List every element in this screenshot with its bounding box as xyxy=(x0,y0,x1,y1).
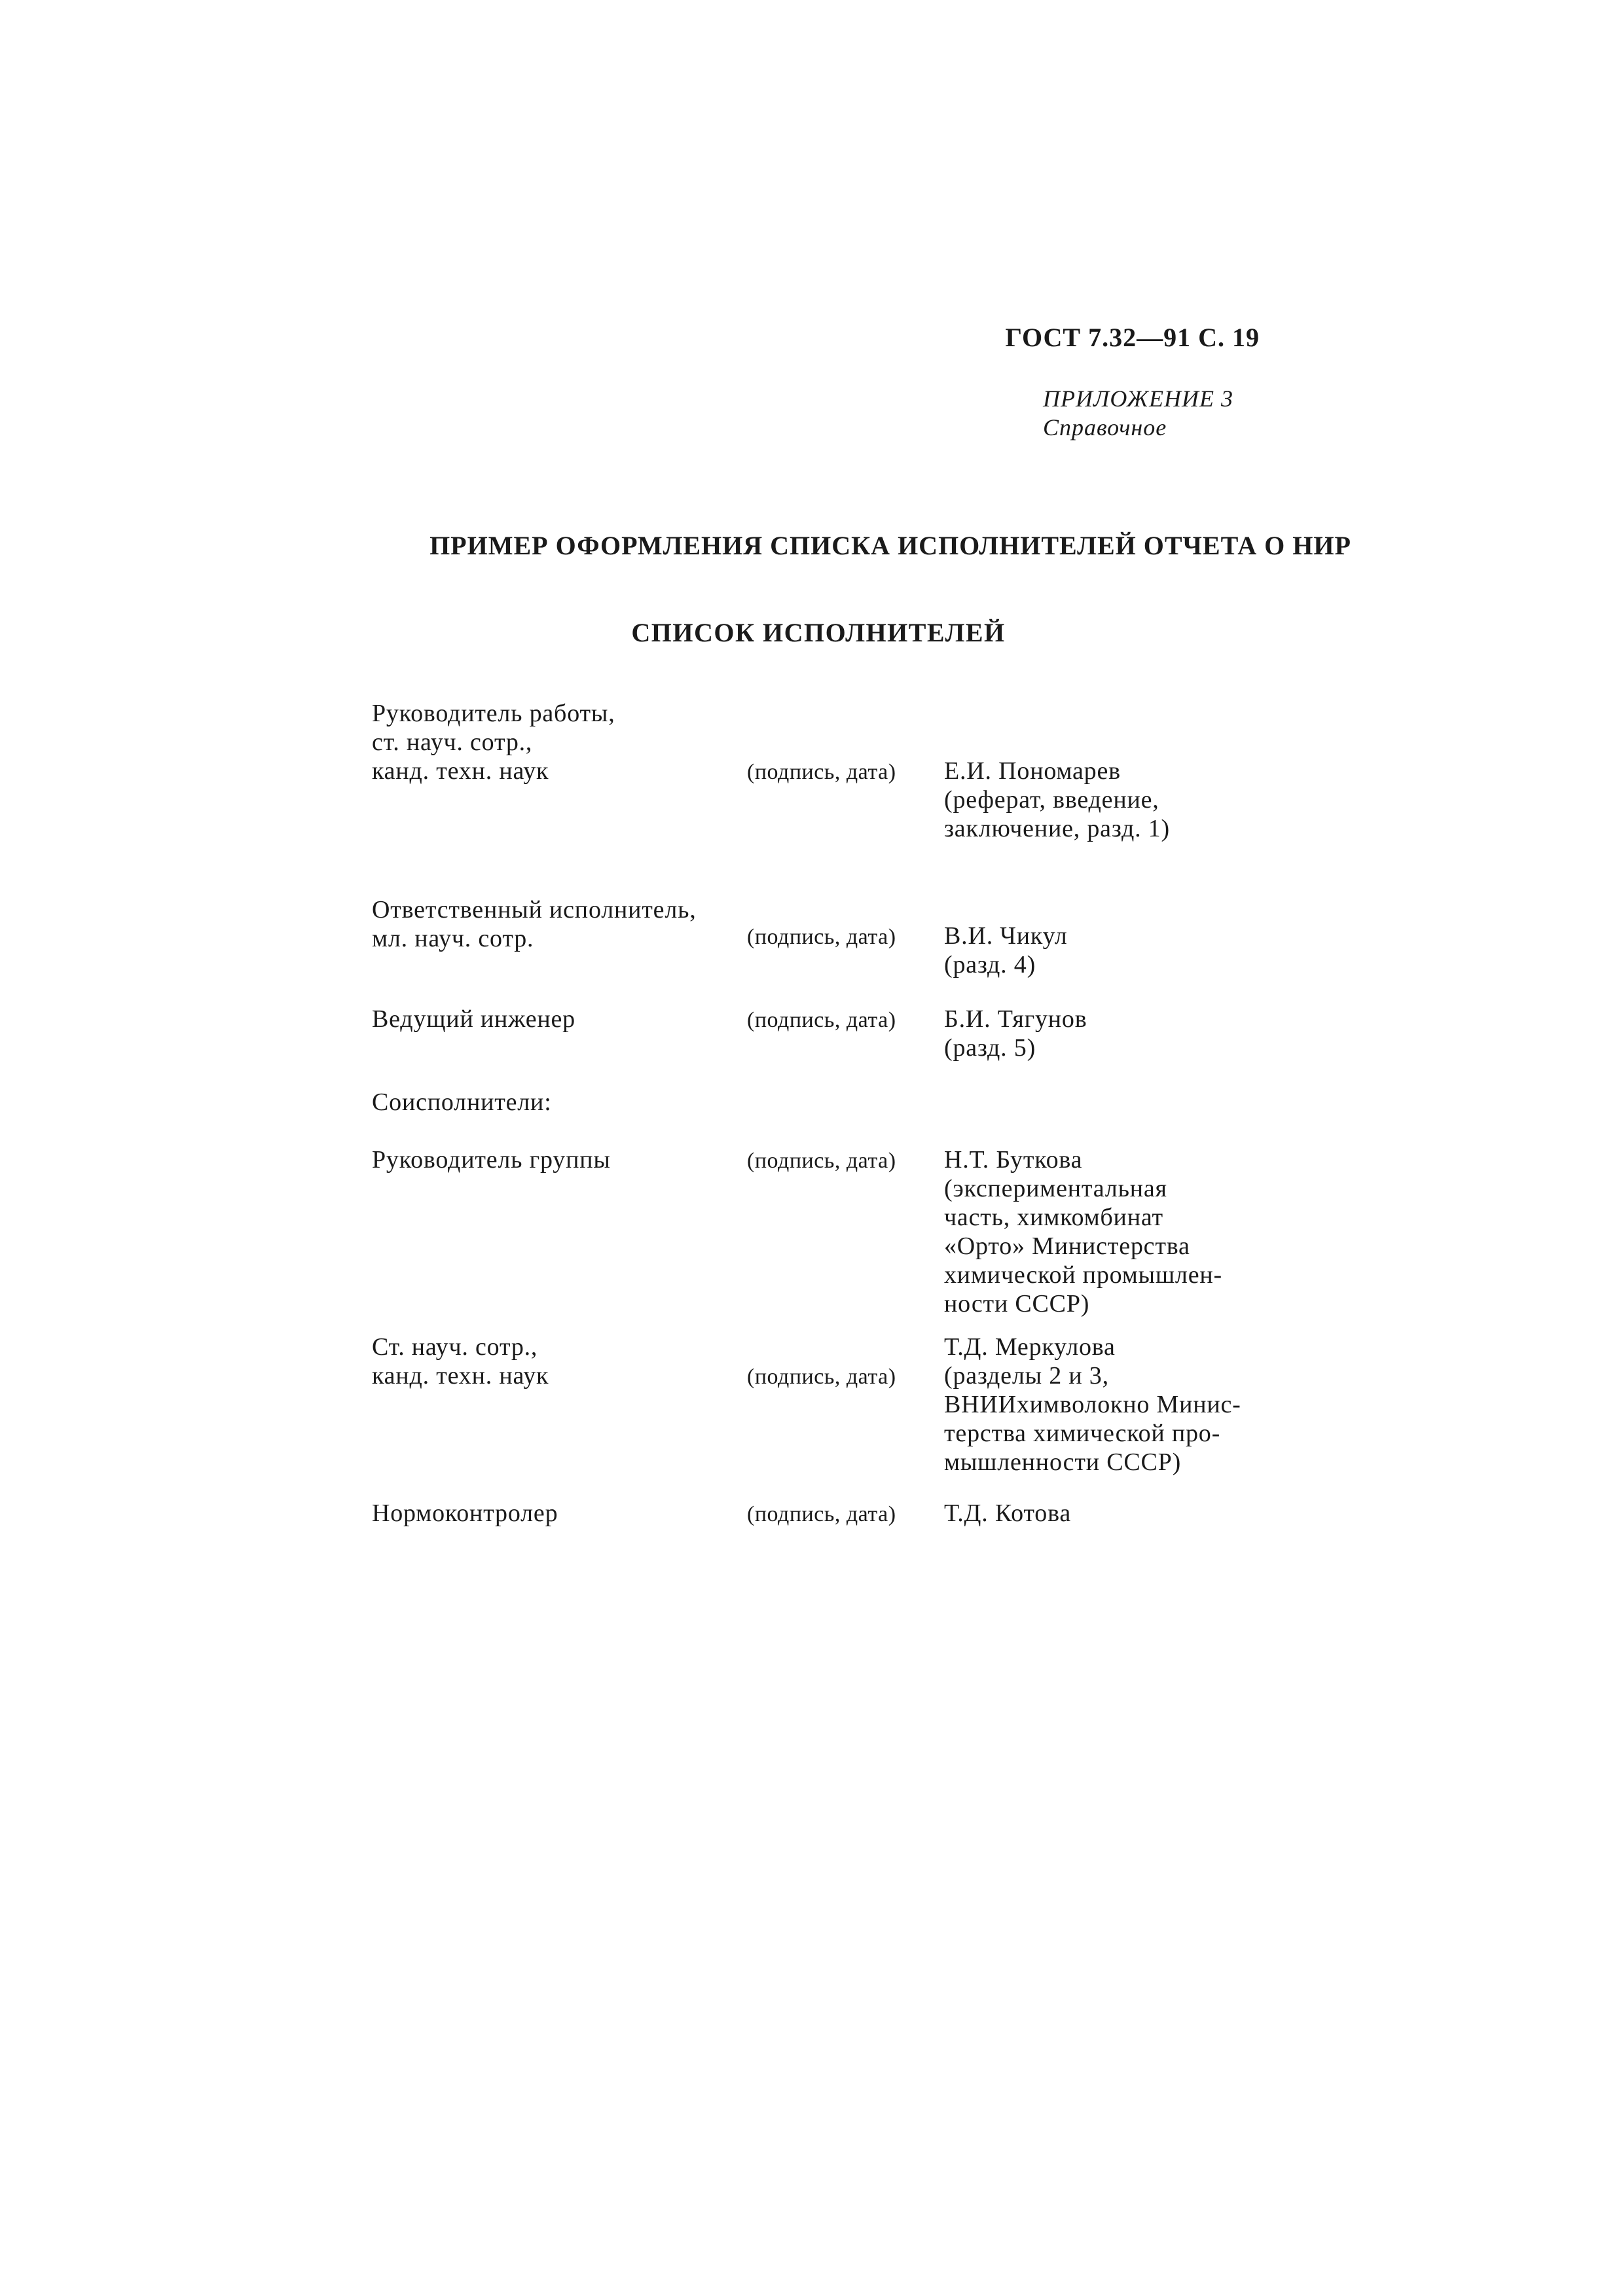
signature-placeholder: (подпись, дата) xyxy=(747,925,896,949)
signature-placeholder: (подпись, дата) xyxy=(747,1365,896,1389)
executor-role: Руководитель работы, ст. науч. сотр., канд. техн. наук xyxy=(372,700,615,785)
executor-role: Ст. науч. сотр., канд. техн. наук xyxy=(372,1333,549,1390)
signature-placeholder: (подпись, дата) xyxy=(747,760,896,784)
executor-role: Ответственный исполнитель, мл. науч. сотр. xyxy=(372,896,697,952)
signature-placeholder: (подпись, дата) xyxy=(747,1502,896,1526)
executor-name: Т.Д. Котова xyxy=(944,1499,1071,1527)
executor-role: Ведущий инженер xyxy=(372,1005,575,1033)
appendix-label: ПРИЛОЖЕНИЕ 3 xyxy=(1043,386,1233,412)
list-title: СПИСОК ИСПОЛНИТЕЛЕЙ xyxy=(631,618,1006,647)
coexecutors-heading: Соисполнители: xyxy=(372,1088,552,1116)
standard-code: ГОСТ 7.32—91 С. 19 xyxy=(1005,323,1260,352)
executor-name: Б.И. Тягунов (разд. 5) xyxy=(944,1005,1087,1062)
signature-placeholder: (подпись, дата) xyxy=(747,1008,896,1032)
appendix-block xyxy=(1043,384,1233,442)
executor-name: Е.И. Пономарев (реферат, введение, заключение, разд. 1) xyxy=(944,757,1170,842)
signature-placeholder: (подпись, дата) xyxy=(747,1149,896,1173)
executor-name: В.И. Чикул (разд. 4) xyxy=(944,922,1068,978)
document-title: ПРИМЕР ОФОРМЛЕНИЯ СПИСКА ИСПОЛНИТЕЛЕЙ ОТЧЕТА О НИР xyxy=(429,531,1351,560)
executor-name: Т.Д. Меркулова (разделы 2 и 3, ВНИИхимволокно Минис- терства химической про- мышленности СССР) xyxy=(944,1333,1241,1476)
executor-role: Нормоконтролер xyxy=(372,1499,558,1527)
executor-role: Руководитель группы xyxy=(372,1146,611,1174)
appendix-type: Справочное xyxy=(1043,414,1167,440)
executor-name: Н.Т. Буткова (экспериментальная часть, химкомбинат «Орто» Министерства химической промышлен- ности СССР) xyxy=(944,1146,1222,1318)
